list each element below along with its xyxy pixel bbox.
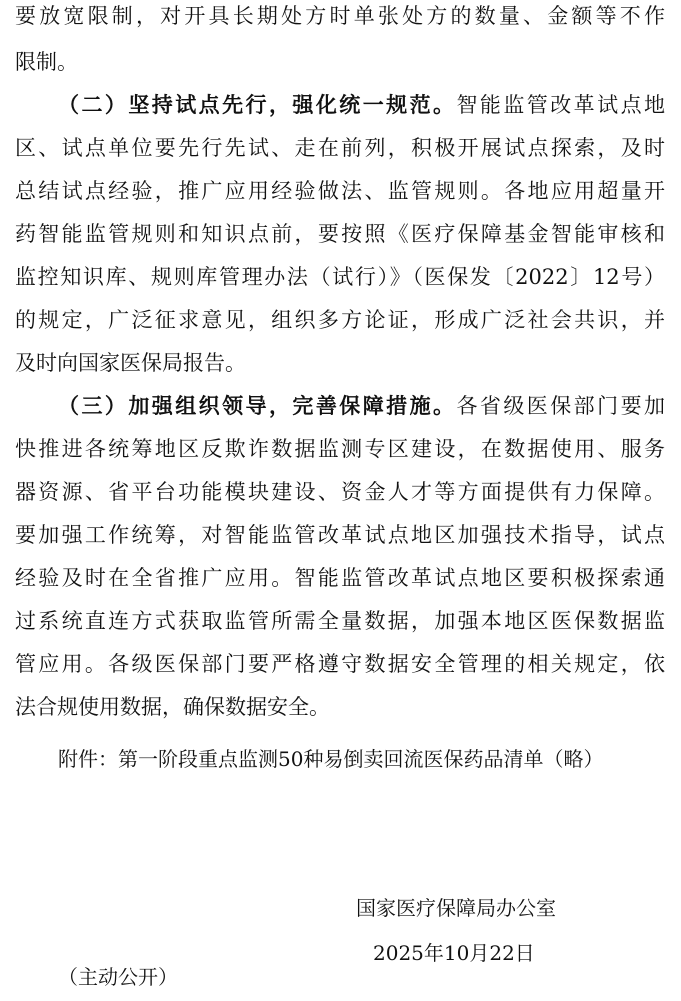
section-2-line-3: 总结试点经验，推广应用经验做法、监管规则。各地应用超量开	[15, 179, 665, 203]
section-2-first-line	[58, 91, 665, 119]
section-3-first-line	[58, 392, 665, 420]
section-3-line-3: 器资源、省平台功能模块建设、资金人才等方面提供有力保障。	[15, 480, 665, 504]
section-3-line-6: 过系统直连方式获取监管所需全量数据，加强本地区医保数据监	[15, 609, 665, 633]
signature-organization: 国家医疗保障局办公室	[356, 896, 556, 920]
section-2-line-1: 智能监管改革试点地	[456, 93, 665, 117]
section-3-line-5: 经验及时在全省推广应用。智能监管改革试点地区要积极探索通	[15, 566, 665, 590]
section-3-line-4: 要加强工作统筹，对智能监管改革试点地区加强技术指导，试点	[15, 523, 665, 547]
section-2-heading: （二）坚持试点先行，强化统一规范。	[58, 93, 457, 117]
signature-date: 2025年10月22日	[373, 941, 535, 965]
section-3-line-7: 管应用。各级医保部门要严格遵守数据安全管理的相关规定，依	[15, 652, 665, 676]
section-2-line-4: 药智能监管规则和知识点前，要按照《医疗保障基金智能审核和	[15, 222, 665, 246]
intro-line-2: 限制。	[15, 50, 78, 74]
section-2-line-5: 监控知识库、规则库管理办法（试行）》（医保发〔2022〕12号）	[15, 265, 665, 289]
section-3-line-8: 法合规使用数据，确保数据安全。	[15, 695, 330, 719]
disclosure-label: （主动公开）	[58, 965, 178, 989]
section-2-line-6: 的规定，广泛征求意见，组织多方论证，形成广泛社会共识，并	[15, 308, 665, 332]
section-3-heading: （三）加强组织领导，完善保障措施。	[58, 394, 457, 418]
section-3-line-1: 各省级医保部门要加	[456, 394, 665, 418]
attachment-note: 附件：第一阶段重点监测50种易倒卖回流医保药品清单（略）	[58, 747, 604, 771]
section-3-line-2: 快推进各统筹地区反欺诈数据监测专区建设，在数据使用、服务	[15, 437, 665, 461]
intro-line-1: 要放宽限制，对开具长期处方时单张处方的数量、金额等不作	[15, 4, 665, 28]
section-2-line-2: 区、试点单位要先行先试、走在前列，积极开展试点探索，及时	[15, 136, 665, 160]
section-2-line-7: 及时向国家医保局报告。	[15, 351, 246, 375]
